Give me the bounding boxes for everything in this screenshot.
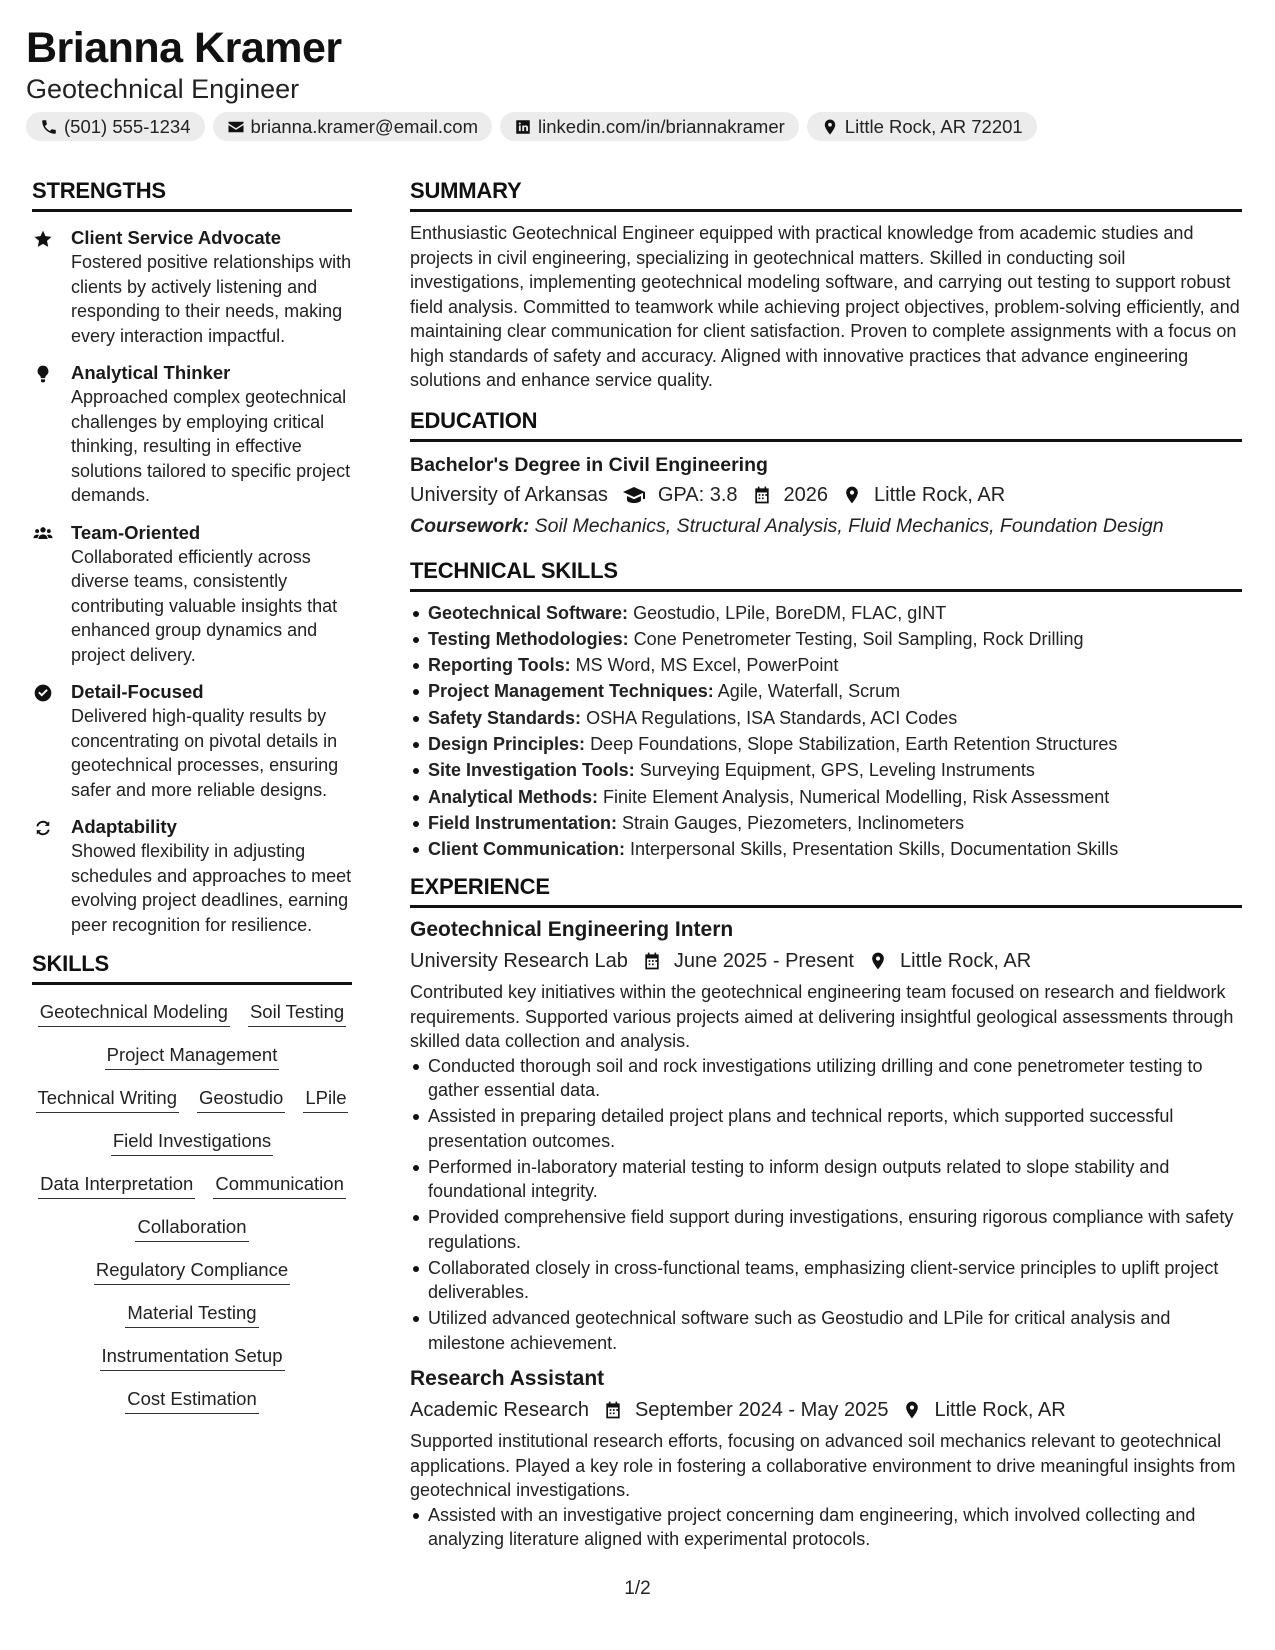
coursework-label: Coursework:: [410, 514, 530, 537]
location-text: Little Rock, AR 72201: [844, 115, 1023, 137]
right-column: [410, 178, 1242, 1553]
strengths-list: [32, 226, 352, 937]
technical-skills-heading: TECHNICAL SKILLS: [410, 558, 1242, 592]
graduation-cap-icon: [622, 483, 646, 507]
summary-heading: SUMMARY: [410, 178, 1242, 212]
skill-tag: Regulatory Compliance: [94, 1253, 290, 1285]
education-meta: [410, 481, 1242, 509]
strength-item: [32, 680, 352, 802]
list-item: Utilized advanced geotechnical software such as Geostudio and LPile for critical analysis and milestone achievement.: [410, 1306, 1242, 1355]
list-item: Field Instrumentation: Strain Gauges, Piezometers, Inclinometers: [410, 810, 1242, 836]
strength-item: [32, 815, 352, 937]
job-org: Academic Research: [410, 1399, 589, 1422]
school-name: University of Arkansas: [410, 483, 608, 506]
experience-heading: EXPERIENCE: [410, 874, 1242, 908]
star-icon: [33, 229, 53, 249]
technical-skills-section: [410, 558, 1242, 863]
location-pill: [807, 112, 1037, 141]
resume-header: [26, 22, 1249, 141]
job-bullets: [410, 1054, 1242, 1356]
list-item: Provided comprehensive field support during investigations, ensuring rigorous compliance with safety regulations.: [410, 1205, 1242, 1254]
check-circle-icon: [33, 683, 53, 703]
strength-title: Team-Oriented: [71, 521, 201, 543]
list-item: Analytical Methods: Finite Element Analysis, Numerical Modelling, Risk Assessment: [410, 784, 1242, 810]
list-item: Performed in-laboratory material testing to inform design outputs related to slope stability and foundational integrity.: [410, 1155, 1242, 1204]
list-item: Reporting Tools: MS Word, MS Excel, PowerPoint: [410, 652, 1242, 678]
skill-tag: Soil Testing: [248, 995, 346, 1027]
skill-tag: Geotechnical Modeling: [38, 995, 230, 1027]
skill-tag: Material Testing: [125, 1296, 258, 1328]
skills-heading: SKILLS: [32, 951, 352, 985]
candidate-name: Brianna Kramer: [26, 24, 342, 72]
candidate-title: Geotechnical Engineer: [26, 74, 300, 104]
strengths-heading: STRENGTHS: [32, 178, 352, 212]
job-meta: [410, 947, 1242, 975]
job-title: Geotechnical Engineering Intern: [410, 918, 734, 942]
job-org: University Research Lab: [410, 950, 628, 973]
job-location: Little Rock, AR: [934, 1399, 1066, 1422]
strength-title: Analytical Thinker: [71, 362, 231, 383]
skill-tag: Cost Estimation: [125, 1382, 259, 1414]
skill-tag: Data Interpretation: [38, 1167, 195, 1199]
education-heading: EDUCATION: [410, 408, 1242, 442]
skill-tag: Field Investigations: [111, 1124, 273, 1156]
strength-item: [32, 226, 352, 348]
envelope-icon: [227, 118, 245, 136]
technical-skills-list: [410, 600, 1242, 863]
strength-desc: Approached complex geotechnical challenges by employing critical thinking, resulting in effective solutions tailored to specific project demands.: [71, 387, 351, 505]
strength-item: [32, 521, 352, 668]
strength-desc: Collaborated efficiently across diverse teams, consistently contributing valuable insights that enhanced group dynamics and project delivery.: [71, 546, 338, 665]
summary-text: Enthusiastic Geotechnical Engineer equipped with practical knowledge from academic studies and projects in civil engineering, specializing in geotechnical matters. Skilled in conducting soil investigations, implementing geotechnical modeling software, and carrying out testing to support robust field analysis. Committed to teamwork while achieving project objectives, problem-solving efficiently, and maintaining clear communication for client satisfaction. Proven to complete assignments with a focus on high standards of safety and accuracy. Aligned with innovative practices that advance engineering solutions and enhance service quality.: [410, 223, 1240, 390]
skill-tag: LPile: [303, 1081, 348, 1113]
left-column: [32, 178, 352, 1425]
job-dates: September 2024 - May 2025: [634, 1399, 889, 1422]
list-item: Conducted thorough soil and rock investigations utilizing drilling and cone penetrometer testing to gather essential data.: [410, 1054, 1242, 1103]
contact-bar: [26, 112, 1249, 141]
linkedin-pill[interactable]: [500, 112, 799, 141]
strength-desc: Fostered positive relationships with clients by actively listening and responding to their needs, making every interaction impactful.: [71, 252, 352, 346]
coursework-list: Soil Mechanics, Structural Analysis, Fluid Mechanics, Foundation Design: [534, 514, 1164, 537]
strength-desc: Delivered high-quality results by concentrating on pivotal details in geotechnical processes, ensuring safer and more reliable designs.: [71, 706, 339, 800]
linkedin-text: linkedin.com/in/briannakramer: [538, 115, 785, 137]
job-bullets: [410, 1503, 1242, 1552]
skill-tag: Collaboration: [135, 1210, 248, 1242]
job-dates: June 2025 - Present: [673, 950, 854, 973]
job-meta: [410, 1396, 1242, 1424]
list-item: Testing Methodologies: Cone Penetrometer Testing, Soil Sampling, Rock Drilling: [410, 626, 1242, 652]
strength-title: Adaptability: [71, 816, 177, 837]
refresh-icon: [33, 818, 53, 838]
skill-tag: Technical Writing: [36, 1081, 180, 1113]
skill-tag: Communication: [213, 1167, 346, 1199]
list-item: Collaborated closely in cross-functional teams, emphasizing client-service principles to uplift project deliverables.: [410, 1256, 1242, 1305]
list-item: Geotechnical Software: Geostudio, LPile, BoreDM, FLAC, gINT: [410, 600, 1242, 626]
job-title: Research Assistant: [410, 1367, 605, 1391]
list-item: Project Management Techniques: Agile, Waterfall, Scrum: [410, 678, 1242, 704]
page-number: 1/2: [624, 1578, 651, 1599]
list-item: Client Communication: Interpersonal Skills, Presentation Skills, Documentation Skills: [410, 836, 1242, 862]
strength-title: Client Service Advocate: [71, 227, 282, 248]
coursework: [410, 512, 1242, 540]
job-location: Little Rock, AR: [900, 950, 1032, 973]
experience-section: [410, 874, 1242, 1552]
email-text: brianna.kramer@email.com: [250, 115, 479, 137]
job-description: Contributed key initiatives within the geotechnical engineering team focused on research and fieldwork requirements. Supported various projects aimed at delivering insightful geological assessments through skilled data collection and analysis.: [410, 982, 1234, 1052]
map-pin-icon: [902, 1400, 922, 1420]
map-pin-icon: [821, 118, 839, 136]
calendar-icon: [752, 485, 772, 505]
skill-tags: [32, 995, 352, 1425]
list-item: Assisted with an investigative project concerning dam engineering, which involved collecting and analyzing literature aligned with experimental protocols.: [410, 1503, 1242, 1552]
strength-desc: Showed flexibility in adjusting schedules and approaches to meet evolving project deadlines, earning peer recognition for resilience.: [71, 841, 352, 935]
users-icon: [33, 524, 53, 544]
map-pin-icon: [842, 485, 862, 505]
degree-title: Bachelor's Degree in Civil Engineering: [410, 453, 768, 476]
list-item: Safety Standards: OSHA Regulations, ISA Standards, ACI Codes: [410, 705, 1242, 731]
education-section: [410, 408, 1242, 540]
skill-tag: Geostudio: [197, 1081, 285, 1113]
calendar-icon: [603, 1400, 623, 1420]
phone-text: (501) 555-1234: [64, 115, 191, 137]
phone-pill[interactable]: [26, 112, 205, 141]
calendar-icon: [642, 951, 662, 971]
map-pin-icon: [868, 951, 888, 971]
list-item: Site Investigation Tools: Surveying Equipment, GPS, Leveling Instruments: [410, 757, 1242, 783]
skill-tag: Project Management: [105, 1038, 280, 1070]
education-location: Little Rock, AR: [874, 483, 1006, 506]
list-item: Design Principles: Deep Foundations, Slope Stabilization, Earth Retention Structures: [410, 731, 1242, 757]
skill-tag: Instrumentation Setup: [100, 1339, 285, 1371]
gpa: GPA: 3.8: [657, 483, 738, 506]
lightbulb-icon: [33, 364, 53, 384]
list-item: Assisted in preparing detailed project plans and technical reports, which supported successful presentation outcomes.: [410, 1104, 1242, 1153]
phone-icon: [40, 118, 58, 136]
job-description: Supported institutional research efforts, focusing on advanced soil mechanics relevant to geotechnical applications. Played a key role in fostering a collaborative environment to drive meaningful insights from geotechnical investigations.: [410, 1431, 1236, 1501]
linkedin-icon: [514, 118, 532, 136]
email-pill[interactable]: [213, 112, 493, 141]
strength-title: Detail-Focused: [71, 681, 204, 702]
strength-item: [32, 361, 352, 508]
graduation-year: 2026: [783, 483, 829, 506]
